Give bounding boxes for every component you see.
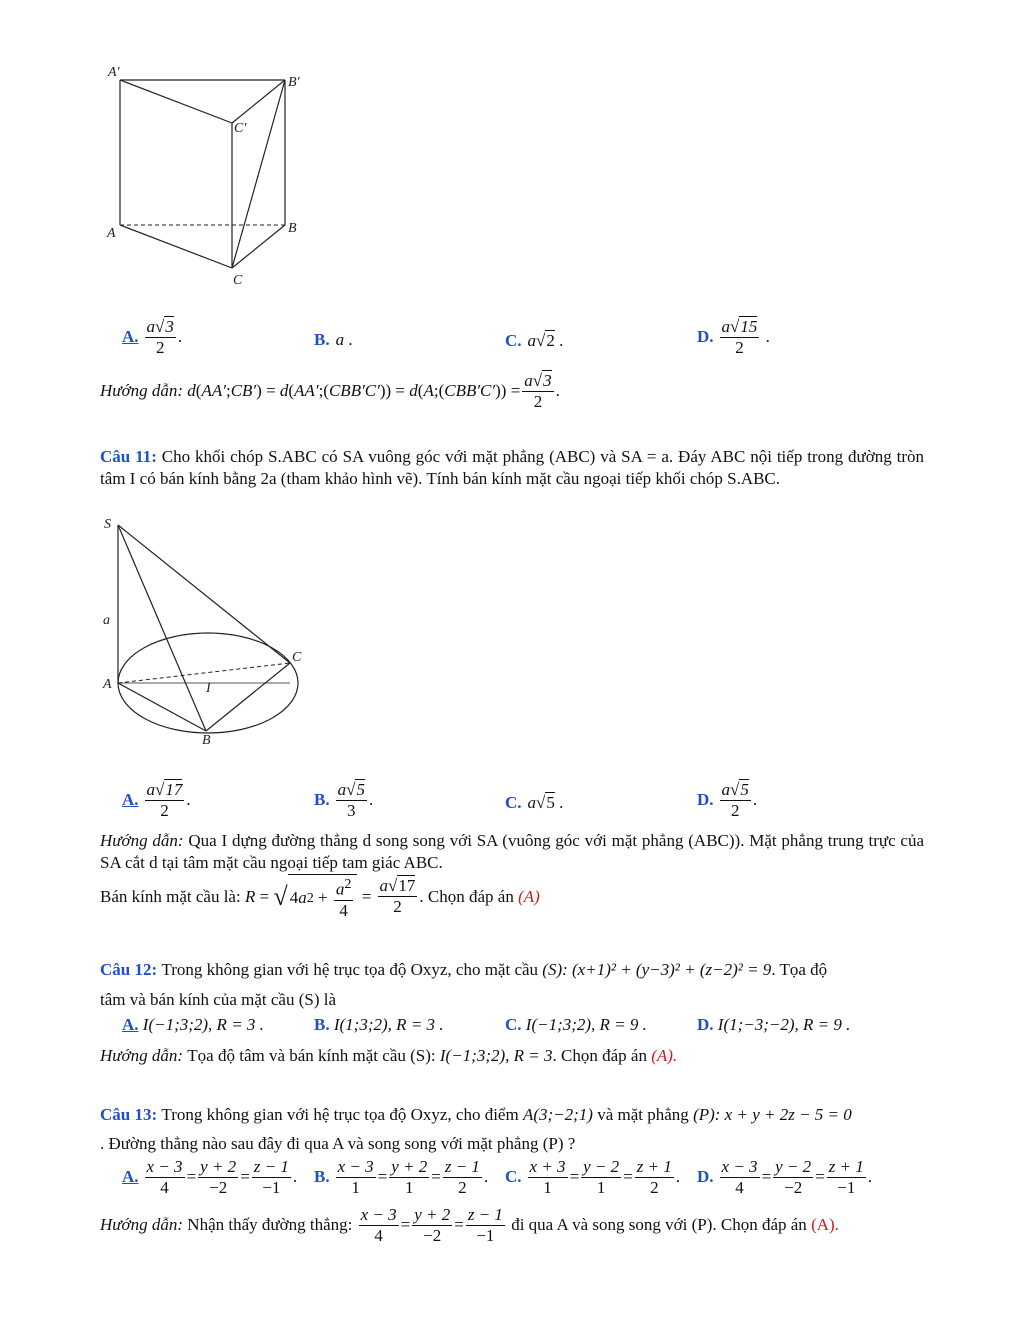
q12-question-line2: tâm và bán kính của mặt cầu (S) là [100,990,337,1009]
q13-option-b: B. $\frac{x - 3}{1}$ = $\frac{y + 2}{1}$ = $\frac{z - 1}{2}$ . [314,1157,489,1197]
q13-question-line1: Câu 13: Trong không gian với hệ trục tọa độ Oxyz, cho điểm A(3;−2;1) và mặt phẳng (P): x + y + 2z − 5 = 0 [100,1105,852,1124]
q10-option-b: B. a . [314,330,353,349]
q13-option-a: A. $\frac{x - 3}{4}$ = $\frac{y + 2}{-2}$ = $\frac{z - 1}{-1}$ . [122,1157,298,1197]
q12-option-b: B. I(1;3;2), R = 3 . [314,1015,444,1034]
q12-option-a: A. I(−1;3;2), R = 3 . [122,1015,264,1034]
label-A: A [103,677,112,692]
q11-guide: Hướng dẫn: Qua I dựng đường thẳng d song song với SA (vuông góc với mặt phẳng (ABC)). Mặt phẳng trung trực của SA cắt d tại tâm mặt cầu ngoại tiếp tam giác ABC. [100,831,925,873]
prism-figure [100,60,320,290]
q12-option-c: C. I(−1;3;2), R = 9 . [505,1015,647,1034]
q11-option-d: D. $\frac{a√ 5}{2}$ . [697,781,757,820]
label-A1: A' [108,65,120,80]
q10-option-d: D. $\frac{a√ 15}{2}$ . [697,318,770,357]
q11-option-a: A. $\frac{a√ 17}{2}$ . [122,781,191,820]
q11-radius: Bán kính mặt cầu là: R = √ 4 a 2 + $\frac{a^2}{4}$ = $\frac{a√ 17}{2}$ . Chọn đáp án (A) [100,874,540,919]
q11-question: Câu 11: Cho khối chóp S.ABC có SA vuông góc với mặt phẳng (ABC) và SA = a. Đáy ABC nội tiếp trong đường tròn tâm I có bán kính bằng 2a (tham khảo hình vẽ). Tính bán kính mặt cầu ngoại tiếp khối chóp S.ABC. [100,447,924,489]
label-C: C [233,273,243,288]
q13-option-d: D. $\frac{x - 3}{4}$ = $\frac{y - 2}{-2}$ = $\frac{z + 1}{-1}$ . [697,1157,873,1197]
q12-question-line1: Câu 12: Trong không gian với hệ trục tọa độ Oxyz, cho mặt cầu (S): (x+1)² + (y−3)² + (z−2)² = 9 . Tọa độ [100,960,828,979]
label-B: B [202,733,211,748]
label-A: A [107,226,116,241]
q10-guide: Hướng dẫn: d ( AA′ ; CB′ ) = d ( AA′ ;( CBB′C′ )) = d ( A ;( CBB′C′ )) = $\frac{a√ 3}{2}$ . [100,372,560,411]
label-C1: C' [234,121,247,136]
q12-option-d: D. I(1;−3;−2), R = 9 . [697,1015,851,1034]
q12-guide: Hướng dẫn: Tọa độ tâm và bán kính mặt cầu (S): I(−1;3;2), R = 3 . Chọn đáp án (A). [100,1046,678,1065]
label-C: C [292,650,302,665]
q10-option-a: A. $\frac{a√ 3}{2}$ . [122,318,182,357]
q10-option-c: C. a √ 2 . [505,330,563,351]
label-S: S [104,517,111,532]
pyramid-figure [100,515,310,750]
label-B1: B' [288,75,300,90]
q11-option-b: B. $\frac{a√ 5}{3}$ . [314,781,373,820]
q11-option-c: C. a √ 5 . [505,792,563,813]
label-I: I [206,681,211,696]
q13-question-line2: . Đường thẳng nào sau đây đi qua A và song song với mặt phẳng (P) ? [100,1134,576,1153]
q13-guide: Hướng dẫn: Nhận thấy đường thẳng: $\frac{x - 3}{4}$ = $\frac{y + 2}{-2}$ = $\frac{z - 1}{-1}$ đi qua A và song song với (P). Chọn đáp án (A). [100,1205,839,1245]
q13-option-c: C. $\frac{x + 3}{1}$ = $\frac{y - 2}{1}$ = $\frac{z + 1}{2}$ . [505,1157,681,1197]
label-a: a [103,613,110,628]
label-B: B [288,221,297,236]
